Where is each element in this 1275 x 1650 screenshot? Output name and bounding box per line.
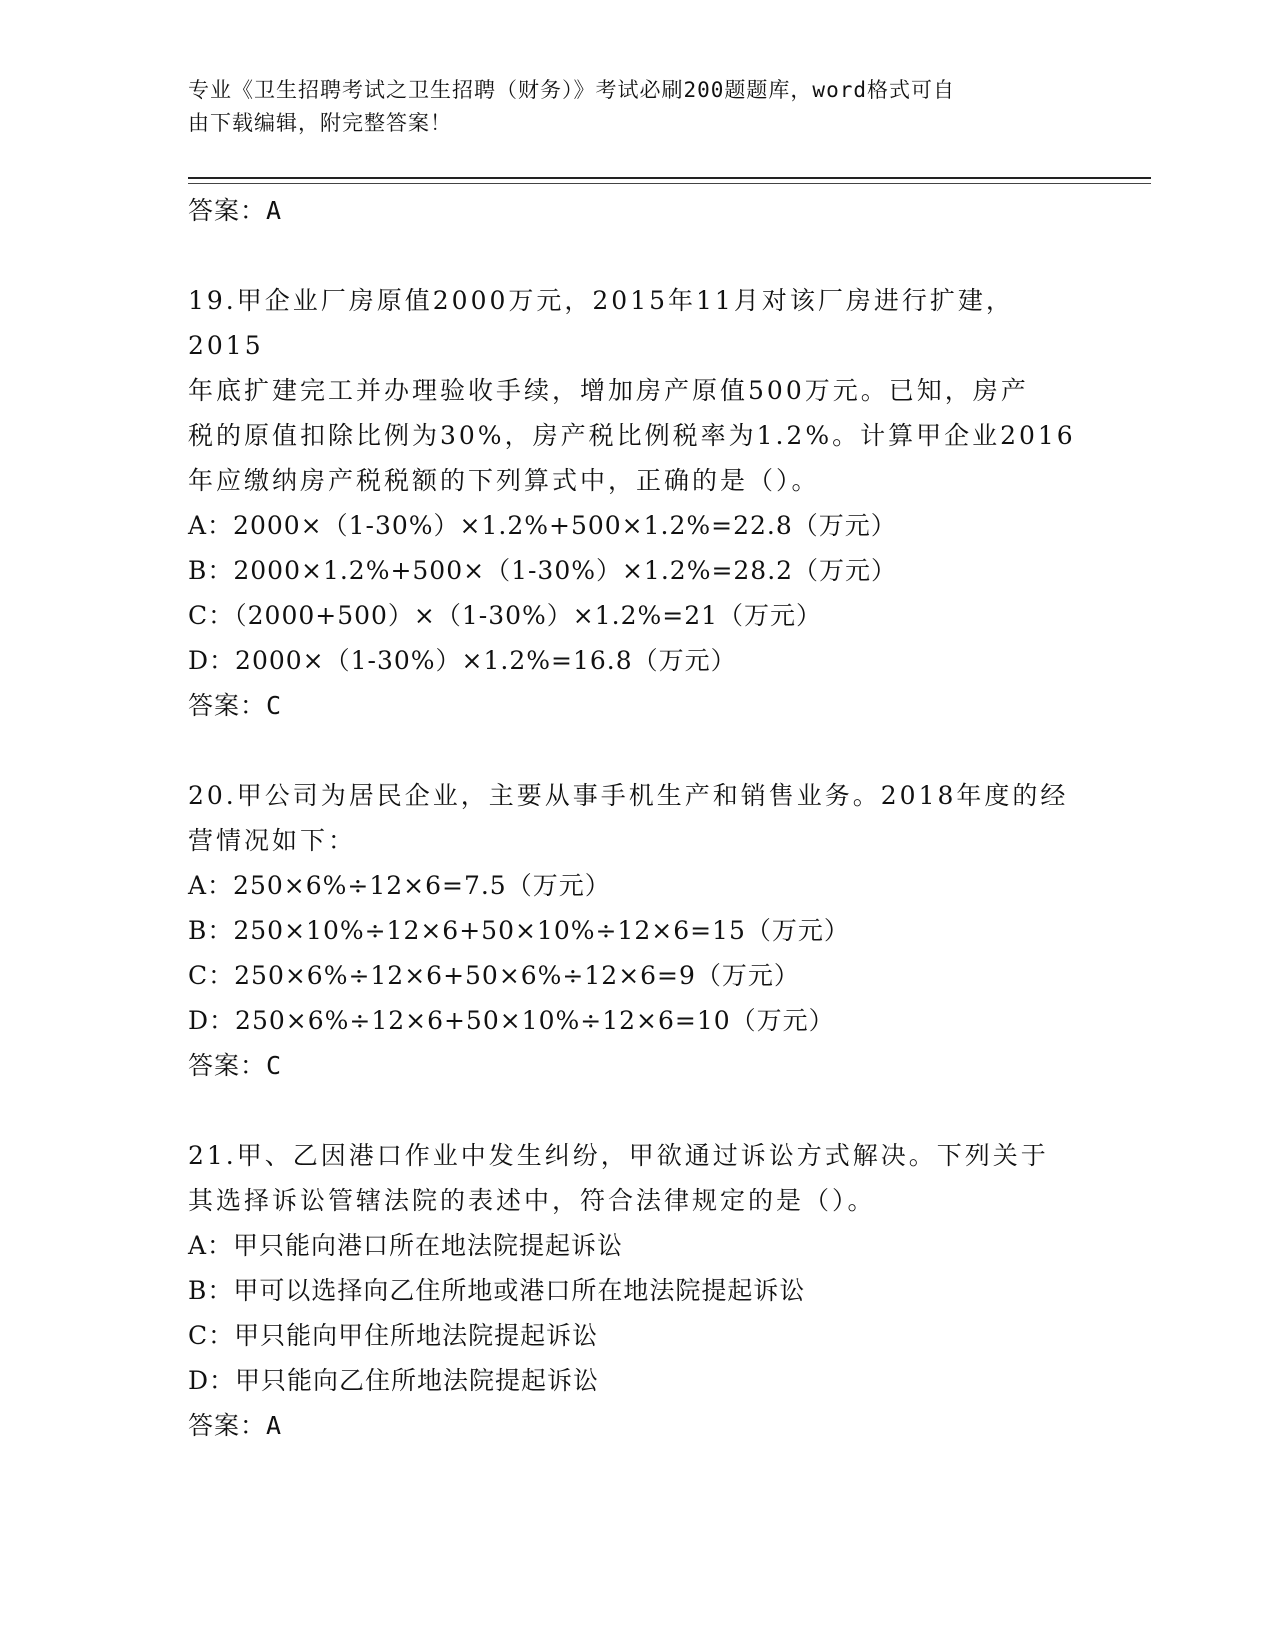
question-block-19	[188, 278, 1088, 728]
question-block-21	[188, 1133, 1088, 1448]
previous-answer: 答案：A	[188, 196, 283, 225]
option-b: B：甲可以选择向乙住所地或港口所在地法院提起诉讼	[188, 1276, 806, 1305]
header-line-2: 由下载编辑，附完整答案！	[188, 111, 452, 135]
option-a: A：2000×（1-30%）×1.2%+500×1.2%=22.8（万元）	[188, 511, 897, 540]
option-c: C：甲只能向甲住所地法院提起诉讼	[188, 1321, 599, 1350]
spacer	[188, 233, 1088, 278]
question-line: 21.甲、乙因港口作业中发生纠纷，甲欲通过诉讼方式解决。下列关于	[188, 1141, 1049, 1170]
answer-line: 答案：C	[188, 691, 283, 720]
option-a: A：250×6%÷12×6=7.5（万元）	[188, 871, 611, 900]
question-line: 20.甲公司为居民企业，主要从事手机生产和销售业务。2018年度的经	[188, 781, 1069, 810]
option-d: D：250×6%÷12×6+50×10%÷12×6=10（万元）	[188, 1006, 835, 1035]
option-d: D：2000×（1-30%）×1.2%=16.8（万元）	[188, 646, 737, 675]
option-b: B：2000×1.2%+500×（1-30%）×1.2%=28.2（万元）	[188, 556, 898, 585]
header-rule-thin	[188, 183, 1151, 184]
question-line: 其选择诉讼管辖法院的表述中，符合法律规定的是（）。	[188, 1186, 876, 1215]
question-line: 营情况如下：	[188, 826, 357, 855]
option-b: B：250×10%÷12×6+50×10%÷12×6=15（万元）	[188, 916, 850, 945]
document-header	[188, 74, 1068, 140]
question-line: 年底扩建完工并办理验收手续，增加房产原值500万元。已知，房产	[188, 376, 1029, 405]
answer-line: 答案：C	[188, 1051, 283, 1080]
option-d: D：甲只能向乙住所地法院提起诉讼	[188, 1366, 600, 1395]
question-block-20	[188, 773, 1088, 1088]
spacer	[188, 1088, 1088, 1133]
question-line: 19.甲企业厂房原值2000万元，2015年11月对该厂房进行扩建，2015	[188, 286, 1014, 360]
option-c: C：250×6%÷12×6+50×6%÷12×6=9（万元）	[188, 961, 800, 990]
question-line: 年应缴纳房产税税额的下列算式中，正确的是（）。	[188, 466, 820, 495]
option-c: C：（2000+500）×（1-30%）×1.2%=21（万元）	[188, 601, 823, 630]
option-a: A：甲只能向港口所在地法院提起诉讼	[188, 1231, 624, 1260]
header-rule-thick	[188, 177, 1151, 179]
document-body	[188, 188, 1088, 1448]
spacer	[188, 728, 1088, 773]
answer-line: 答案：A	[188, 1411, 283, 1440]
question-line: 税的原值扣除比例为30%，房产税比例税率为1.2%。计算甲企业2016	[188, 421, 1076, 450]
header-line-1: 专业《卫生招聘考试之卫生招聘（财务）》考试必刷200题题库，word格式可自	[188, 78, 955, 102]
